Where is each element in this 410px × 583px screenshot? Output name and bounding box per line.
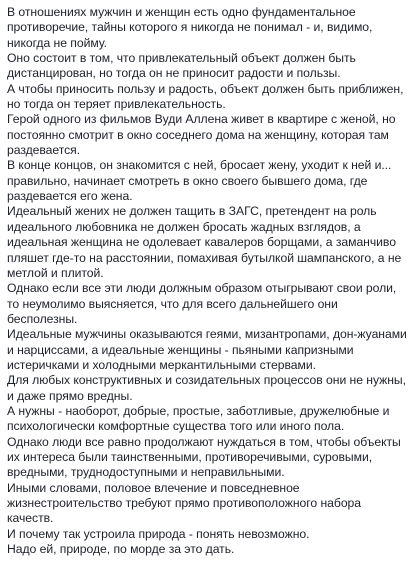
- post-text: [7, 5, 407, 557]
- paragraph-4: Герой одного из фильмов Вуди Аллена живет в квартире с женой, но постоянно смотрит в окно соседнего дома на женщину, которая там раздевается.: [7, 112, 396, 158]
- paragraph-13: И почему так устроила природа - понять невозможно.: [7, 526, 310, 541]
- paragraph-3: А чтобы приносить пользу и радость, объект должен быть приближен, но тогда он теряет привлекательность.: [7, 81, 404, 112]
- paragraph-2: Оно состоит в том, что привлекательный объект должен быть дистанцирован, но тогда он не приносит радости и пользы.: [7, 51, 356, 81]
- paragraph-7: Однако если все эти люди должным образом отыгрывают свои роли, то неумолимо выясняется, что для всего дальнейшего они бесполезны.: [7, 281, 397, 326]
- paragraph-11: Однако люди все равно продолжают нуждаться в том, чтобы объекты их интереса были таинственными, противоречивыми, суровыми, вредными, труднодоступными и неправильными.: [7, 434, 401, 480]
- paragraph-8: Идеальные мужчины оказываются геями, мизантропами, дон-жуанами и нарциссами, а идеальные женщины - пьяными капризными истеричками и холодными меркантильными стервами.: [7, 327, 407, 372]
- paragraph-9: Для любых конструктивных и созидательных процессов они не нужны, и даже прямо вредны.: [7, 373, 406, 403]
- paragraph-6: Идеальный жених не должен тащить в ЗАГС, претендент на роль идеального любовника не должен бросать жадных взглядов, а идеальная женщина не одолевает кавалеров борщами, а заманчиво пляшет где-то на расстоянии, помахивая бутылкой шампанского, а не метлой и плитой.: [7, 204, 402, 280]
- paragraph-10: А нужны - наоборот, добрые, простые, заботливые, дружелюбные и психологически комфортные существа того или иного пола.: [7, 403, 390, 434]
- paragraph-14: Надо ей, природе, по морде за это дать.: [7, 542, 235, 557]
- paragraph-12: Иными словами, половое влечение и повседневное жизнестроительство требуют прямо противоположного набора качеств.: [7, 480, 362, 526]
- paragraph-1: В отношениях мужчин и женщин есть одно фундаментальное противоречие, тайны которого я никогда не понимал - и, видимо, никогда не пойму.: [7, 5, 373, 50]
- paragraph-5: В конце концов, он знакомится с ней, бросает жену, уходит к ней и... правильно, начинает смотреть в окно своего бывшего дома, где раздевается его жена.: [7, 158, 392, 204]
